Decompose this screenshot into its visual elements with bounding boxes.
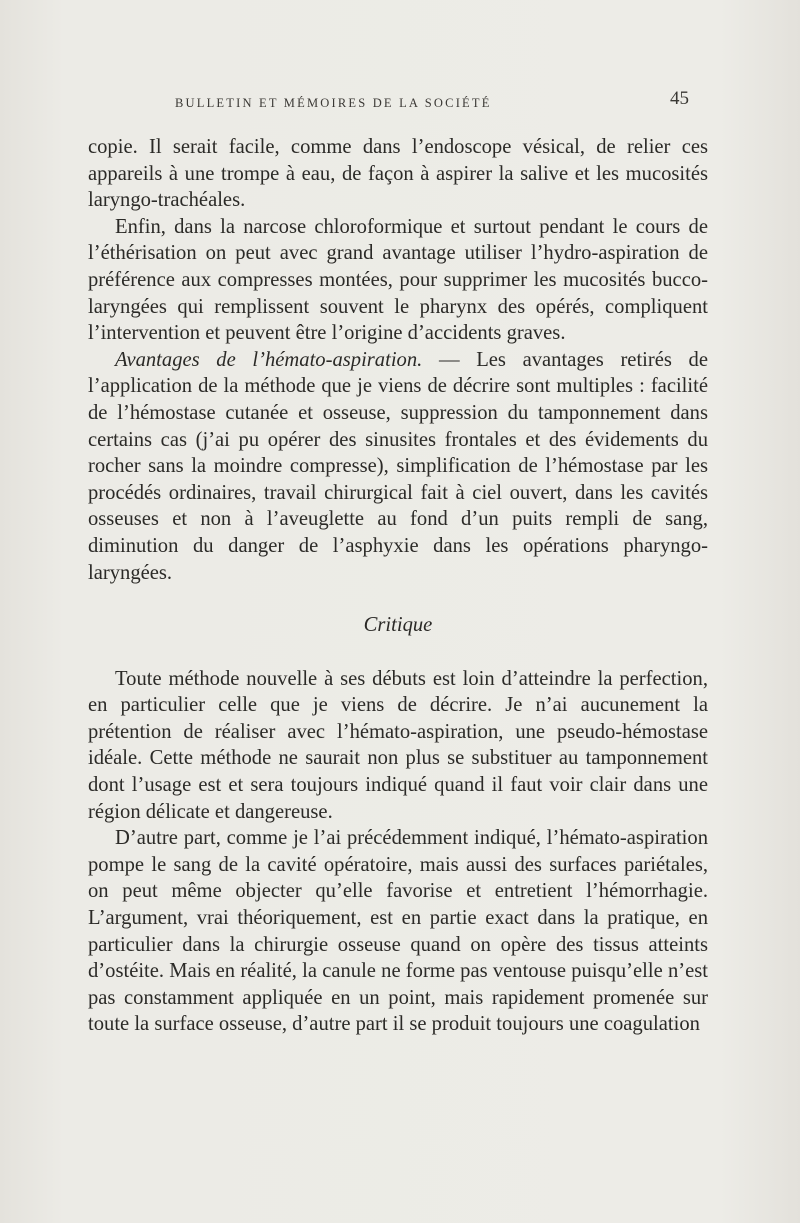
paragraph-critique: Toute méthode nouvelle à ses débuts est loin d’atteindre la perfection, en particulier celle que je viens de décrire. Je n’ai aucunement la prétention de réaliser avec l’hémato-aspiration, une pseudo-hémostase idéale. Cette méthode ne saurait non plus se substituer au tamponnement dont l’usage est et sera toujours indiqué quand il faut voir clair dans une région délicate et dangereuse. <box>88 667 708 823</box>
body-text <box>88 134 708 1038</box>
page-number: 45 <box>670 88 689 109</box>
avantages-text: — Les avantages retirés de l’application de la méthode que je viens de décrire sont multiples : facilité de l’hémostase cutanée et osseuse, suppression du tamponnement dans certains cas (j’ai pu opérer des sinusites frontales et des évidements du rocher sans la moindre compresse), simplification de l’hémostase par les procédés ordinaires, travail chirurgical fait à ciel ouvert, dans les cavités osseuses et non à l’aveuglette au fond d’un puits rempli de sang, diminution du danger de l’asphyxie dans les opérations pharyngo-laryngées. <box>88 348 708 584</box>
running-head: BULLETIN ET MÉMOIRES DE LA SOCIÉTÉ <box>175 96 492 110</box>
section-heading-critique: Critique <box>363 614 433 637</box>
paragraph-avantages <box>88 347 708 586</box>
paragraph-continuation: copie. Il serait facile, comme dans l’endoscope vésical, de relier ces appareils à une trompe à eau, de façon à aspirer la salive et les mucosités laryngo-trachéales. <box>88 136 708 212</box>
avantages-heading: Avantages de l’hémato-aspiration. <box>115 348 423 371</box>
paragraph-narcose: Enfin, dans la narcose chloroformique et surtout pendant le cours de l’éthérisation on peut avec grand avantage utiliser l’hydro-aspiration de préférence aux compresses montées, pour supprimer les mucosités bucco-laryngées qui remplissent souvent le pharynx des opérés, compliquent l’intervention et peuvent être l’origine d’accidents graves. <box>88 215 708 345</box>
paragraph-autre-part: D’autre part, comme je l’ai précédemment indiqué, l’hémato-aspiration pompe le sang de la cavité opératoire, mais aussi des surfaces pariétales, on peut même objecter qu’elle favorise et entretient l’hémorrhagie. L’argument, vrai théoriquement, est en partie exact dans la pratique, en particulier dans la chirurgie osseuse quand on opère des tissus atteints d’ostéite. Mais en réalité, la canule ne forme pas ventouse puisqu’elle n’est pas constamment appliquée en un point, mais rapidement promenée sur toute la surface osseuse, d’autre part il se produit toujours une coagulation <box>88 827 708 1036</box>
